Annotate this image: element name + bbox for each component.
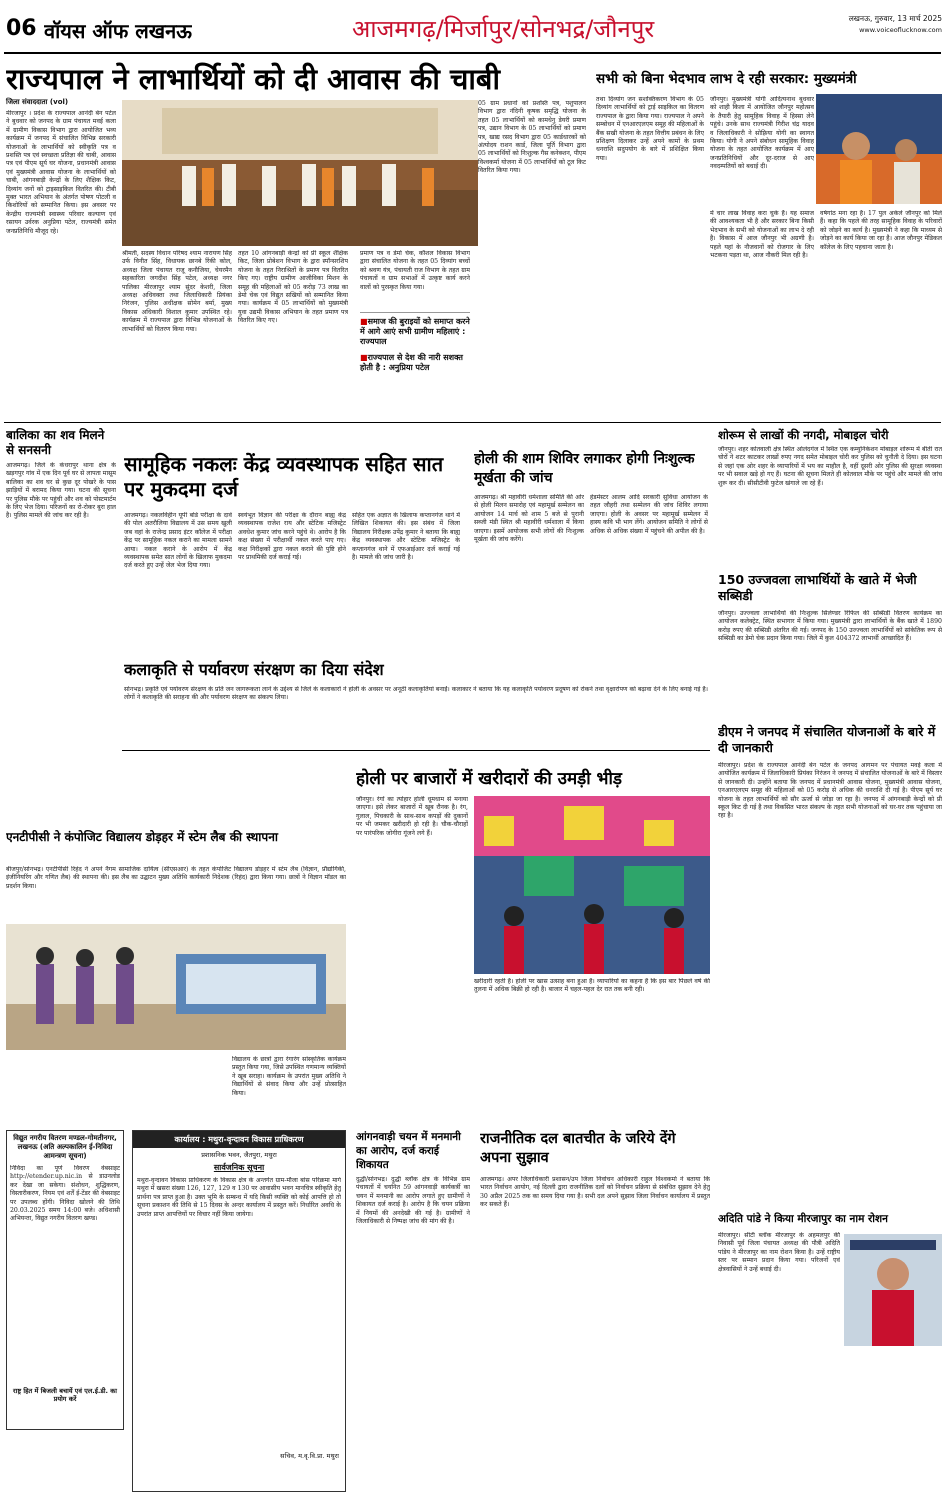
tender-box [6, 1130, 124, 1430]
lpg-body: जौनपुर। उज्ज्वला लाभार्थियों की निःशुल्क सिलेण्डर रिफिल की सब्सिडी वितरण कार्यक्रम का आयोजन कलेक्ट्रेट, स्थित सभागार में किया गया। मुख्यमंत्री द्वारा लाभार्थियों के बैंक खाते में 1890 करोड़ रुपए की सब्सिडी अंतरित की गई। जनपद के 150 उज्ज्वला लाभार्थियों को सांकेतिक रूप से सब्सिडी का डेमो चेक प्रदान किया गया। जिले में कुल 404372 लाभार्थी आच्छादित हैं। [718, 610, 942, 643]
mathura-office: कार्यालय : मथुरा-वृन्दावन विकास प्राधिकरण [133, 1131, 345, 1148]
nakal-col3: सहित एक अज्ञात के खिलाफ कप्तानगंज थाने में लिखित शिकायत की। इस संबंध में जिला विद्यालय निरीक्षक उपेंद्र कुमार ने बताया कि बाह्य केंद्र व्यवस्थापक और स्टेटिक मजिस्ट्रेट के कप्तानगंज थाने में एफआईआर दर्ज कराई गई है। मामले की जांच जारी है। [352, 512, 460, 562]
header-rule [4, 52, 941, 54]
ntpc-body2: विद्यालय के छात्रों द्वारा रंगारंग सांस्कृतिक कार्यक्रम प्रस्तुत किया गया, जिसे उपस्थित गणमान्य व्यक्तियों ने खूब सराहा। कार्यक्रम के उपरांत मुख्य अतिथि ने विद्यार्थियों से संवाद किया और उन्हें प्रोत्साहित किया। [232, 1056, 346, 1097]
market-col1: जौनपुर। रंगों का त्योहार होली धूमधाम से मनाया जाएगा। इसे लेकर बाजारों में खूब रौनक है। रंग, गुलाल, पिचकारी के साथ-साथ कपड़ों की दुकानों पर भी जमकर खरीदारी हो रही है। चौक-चौराहों पर पारंपरिक जोगीरा गूंजने लगे हैं। [356, 796, 468, 837]
lead-col2: श्रीमती, सदस्य विधान परिषद श्याम नारायण सिंह उर्फ विनीत सिंह, विधायक छानबे रिंकी कोल, अध्यक्ष जिला पंचायत राजू कनौजिया, चेयरमैन सहकारिता जगदीश सिंह पटेल, अध्यक्ष नगर पालिका मीरजापुर श्याम सुंदर केशरी, जिला अध्यक्ष अधिवक्ता तथा जिलाधिकारी प्रियंका निरंजन, पुलिस अधीक्षक सोमेन बर्मा, मुख्य विकास अधिकारी विशाल कुमार उपस्थित रहे। कार्यक्रम में राज्यपाल द्वारा विभिन्न योजनाओं के लाभार्थियों को वितरण किया गया। [122, 250, 232, 333]
dm-headline: डीएम ने जनपद में संचालित योजनाओं के बारे में दी जानकारी [718, 724, 936, 755]
governor-stage-photo [122, 100, 478, 246]
ntpc-headline: एनटीपीसी ने कंपोजिट विद्यालय डोड़हर में स्टेम लैब की स्थापना [6, 830, 278, 844]
kalakriti-headline: कलाकृति से पर्यावरण संरक्षण का दिया संदेश [124, 660, 384, 679]
lead-col4: 05 ग्राम प्रधानों को प्रशस्ति पत्र, पशुपालन विभाग द्वारा नंदिनी कृषक समृद्धि योजना के तहत 05 लाभार्थियों को कामधेनु डेयरी प्रमाण पत्र, उद्यान विभाग के 05 लाभार्थियों को प्रमाण पत्र, खाद्य रसद विभाग द्वारा 05 कार्डधारकों को अंत्योदय राशन कार्ड, जिला पूर्ति विभाग द्वारा 05 लाभार्थियों को निःशुल्क गैस कनेक्शन, पीएम विश्वकर्मा योजना में 05 लाभार्थियों को टूल किट वितरित किया गया। [478, 100, 586, 175]
market-headline: होली पर बाजारों में खरीदारों की उमड़ी भीड़ [356, 769, 622, 789]
cm-col4: वर्षगांठ मना रहा है। 17 पुल अकेले जौनपुर को मिले हैं। कहा कि पहले की तरह सामूहिक विवाह के परिवारों को जोड़ने का कार्य है। मुख्यमंत्री ने कहा कि माध्यम से जोड़ने का कार्य किया जा रहा है। आज जौनपुर मेडिकल कॉलेज के लिए पहचाना जाता है। [820, 210, 942, 251]
tender-footer: राष्ट्र हित में बिजली बचायें एवं एल.ई.डी. का प्रयोग करें [13, 1387, 117, 1403]
holicamp-col1: आजमगढ़। श्री महावीरी धर्मशाला समिति की ओर से होली मिलन समारोह एवं महामूर्ख सम्मेलन का आयोजन 14 मार्च को शाम 5 बजे से पुरानी सब्जी मंडी स्थित श्री महावीरी धर्मशाला में किया जाएगा। इसमें आयोजक सभी लोगों की निःशुल्क मूर्खता की जांच करेंगे। [474, 494, 584, 544]
rule-1 [4, 422, 941, 423]
lead-headline: राज्यपाल ने लाभार्थियों को दी आवास की चाबी [6, 62, 500, 96]
mathura-title: सार्वजनिक सूचना [213, 1163, 265, 1172]
nakal-col2: स्वयंभूत विज्ञान की परीक्षा के दौरान बाह्य केंद्र व्यवस्थापक राजेश राय और स्टेटिक मजिस्ट्रेट अवधेश कुमार जांच करने पहुंचे थे। आरोप है कि कक्ष संख्या में परीक्षार्थी नकल करते पाए गए। कक्ष निरीक्षकों द्वारा नकल कराने की पुष्टि होने पर प्राथमिकी दर्ज कराई गई। [238, 512, 346, 562]
lead-photo [122, 100, 478, 246]
lead-col5: प्रमाण पत्र व डेमो चेक, कौशल विकास विभाग द्वारा संचालित योजना के तहत 05 दिव्यांग बच्चों को श्रवण यंत्र, पंचायती राज विभाग के तहत ग्राम पंचायतों व ग्राम सभाओं में उत्कृष्ट कार्य करने वालों को पुरस्कृत किया गया। [360, 250, 470, 291]
rule-2 [122, 750, 710, 751]
cm-col1: तथा दिव्यांग जन सशक्तिकरण विभाग के 05 दिव्यांग लाभार्थियों को ट्राई साइकिल का वितरण राज्यपाल के द्वारा किया गया। राज्यपाल ने अपने सम्बोधन में एनआरएलएम समूह की महिलाओं के बैंक सखी योजना के तहत वित्तीय प्रबंधन के लिए प्रशिक्षण दिलाकर उन्हें अपने कामों के प्रथम धनराशि सदुपयोग के बारे में प्रशिक्षित किया गया। [596, 96, 704, 162]
ntpc-photo [6, 924, 346, 1050]
holicamp-headline: होली की शाम शिविर लगाकर होगी निःशुल्क मूर्खता की जांच [474, 451, 695, 486]
aditi-portrait-photo [844, 1234, 942, 1346]
masthead [6, 8, 340, 54]
showroom-headline: शोरूम से लाखों की नगदी, मोबाइल चोरी [718, 428, 889, 442]
lead-col3: तहत 10 आंगनबाड़ी केन्द्रों को प्री स्कूल शैक्षिक किट, जिला प्रोबेशन विभाग के द्वारा स्पॉन्सरशिप योजना के तहत निराश्रितों के प्रमाण पत्र वितरित किए गए। राष्ट्रीय ग्रामीण आजीविका मिशन के समूह की महिलाओं को 05 करोड़ 73 लाख का डेमो चेक एवं विद्युत सखियों को सम्मानित किया गया। कार्यक्रम में 05 लाभार्थियों को मुख्यमंत्री युवा उद्यमी विकास अभियान के तहत प्रमाण पत्र वितरित किए गए। [238, 250, 348, 325]
kalakriti-body: सोनभद्र। प्रकृति एवं पर्यावरण संरक्षण के प्रति जन जागरूकता लाने के उद्देश्य से जिले के कलाकारों ने होली के अवसर पर अनूठी कलाकृतियां बनाईं। कलाकार ने बताया कि यह कलाकृति पर्यावरण प्रदूषण को रोकने तथा वृक्षारोपण को बढ़ावा देने के लिए बनाई गई है। लोगों ने कलाकृति की सराहना की और पर्यावरण संरक्षण का संकल्प लिया। [124, 686, 708, 702]
dm-body: मीरजापुर। प्रदेश के राज्यपाल आनंदी बेन पटेल के जनपद आगमन पर पंचायत मवई कला में आयोजित कार्यक्रम में जिलाधिकारी प्रियंका निरंजन ने जनपद में संचालित योजनाओं के बारे में विस्तार से जानकारी दी। उन्होंने बताया कि जनपद में प्रधानमंत्री आवास योजना, मुख्यमंत्री आवास योजना, एनआरएलएम समूह की महिलाओं को 05 करोड़ से अधिक की धनराशि दी गई है। पीएम सूर्य घर योजना के तहत लाभार्थियों को सौर ऊर्जा से जोड़ा जा रहा है। जनपद में आंगनबाड़ी केन्द्रों को प्री स्कूल किट दी गई है तथा विकसित भारत संकल्प के तहत सभी योजनाओं को घर-घर तक पहुंचाया जा रहा है। [718, 762, 942, 820]
stem-lab-photo [6, 924, 346, 1050]
lead-col1: मीरजापुर । प्रदेश के राज्यपाल आनंदी बेन पटेल ने बुधवार को जनपद के ग्राम पंचायत मवई कला में ग्रामीण विकास विभाग द्वारा आयोजित भव्य कार्यक्रम में जनपद में संचालित विभिन्न सरकारी योजनाओं के लाभार्थियों को स्वीकृति पत्र व प्रशस्ति पत्र एवं स्वच्छता प्रतिज्ञा की चाबी, आवास पत्र एवं पीएम सूर्य घर योजना, प्रधानमंत्री आवास एवं मुख्यमंत्री आवास योजना के लाभार्थियों को चाबी, आंगनबाड़ी केन्द्रों के लिए शैक्षिक किट, दिव्यांग जनों को ट्राइसाइकिल वितरित की। टीबी मुक्त भारत अभियान के अंतर्गत पोषण पोटली व किशोरियों को सम्मानित किया। इस अवसर पर केन्द्रीय राज्यमंत्री स्वास्थ्य परिवार कल्याण एवं रसायन उर्वरक अनुप्रिया पटेल, राज्यमंत्री समेत जनप्रतिनिधि मौजूद रहे। [6, 110, 116, 235]
website: www.voiceoflucknow.com [859, 26, 942, 34]
balika-body: आजमगढ़। जिले के कंधरापुर थाना क्षेत्र के खड़गपुर गांव में एक दिन पूर्व घर से लापता मासूम बालिका का शव घर से कुछ दूर पोखरे के पास झाड़ियों में बरामद किया गया। घटना की सूचना पर पुलिस मौके पर पहुंची और शव को पोस्टमार्टम के लिए भेज दिया। परिजनों का रो-रोकर बुरा हाल है। पुलिस मामले की जांच कर रही है। [6, 462, 116, 520]
page-number: 06 [6, 16, 37, 41]
mathura-sub: प्रशासनिक भवन, जैतपुरा, मथुरा [201, 1151, 277, 1159]
pullquote-2: ■ राज्यपाल से देश की नारी सशक्त होती है : अनुप्रिया पटेल [360, 353, 470, 373]
showroom-body: जौनपुर। शहर कोतवाली क्षेत्र स्थित ओलंदगंज में स्थित एक कम्युनिकेशन मोबाइल शोरूम में बीती रात चोरों ने शटर काटकर लाखों रुपए नगद समेत मोबाइल चोरी कर पुलिस को चुनौती दे दिया। इस घटना से जहां एक ओर शहर के व्यापारियों में भय का माहौल है, वहीं दूसरी ओर पुलिस की सुरक्षा व्यवस्था पर भी सवाल खड़े हो गए हैं। घटना की सूचना मिलते ही कोतवाल मौके पर पहुंचे और मामले की जांच शुरू कर दी। सीसीटीवी फुटेज खंगाले जा रहे हैं। [718, 446, 942, 487]
cm-col3: में चार लाख विवाह करा चुके हैं। यह समाज की आवश्यकता भी है और सरकार बिना किसी भेदभाव के सभी को योजनाओं का लाभ दे रही है। विकास में आज जौनपुर भी अग्रणी है। पहले यहां के नौजवानों को रोजगार के लिए भटकना पड़ता था, आज नौकरी मिल रही है। [710, 210, 814, 260]
aditi-photo [844, 1234, 942, 1346]
market-photo [474, 796, 710, 974]
mathura-sign: सचिव, म.वृ.वि.प्रा. मथुरा [280, 1452, 339, 1460]
market-col2: खरीदारी रहती है। होली पर खास उत्साह बना हुआ है। व्यापारियों का कहना है कि इस बार पिछले वर्ष की तुलना में अधिक बिक्री हो रही है। बाजार में चहल-पहल देर रात तक बनी रही। [474, 978, 710, 994]
tender-headline: विद्युत नगरीय वितरण मण्डल-गोमतीनगर, लखनऊ (अति अल्पकालिन ई-निविदा आमन्त्रण सूचना) [13, 1134, 117, 1160]
dateline: लखनऊ, गुरुवार, 13 मार्च 2025 [848, 14, 942, 23]
cm-photo [816, 94, 942, 204]
ntpc-body: बीजपुर/सोनभद्र। एनटीपीसी रिहंद ने अपने नैगम सामाजिक दायित्व (सीएसआर) के तहत कंपोजिट विद्यालय डोड़हर में स्टेम लैब (विज्ञान, प्रौद्योगिकी, इंजीनियरिंग और गणित लैब) की स्थापना की। इस लैब का उद्घाटन मुख्य अतिथि कार्यकारी निदेशक (रिहंद) द्वारा किया गया। छात्रों ने विज्ञान मॉडल का प्रदर्शन किया। [6, 866, 346, 890]
cm-headline: सभी को बिना भेदभाव लाभ दे रही सरकार: मुख्यमंत्री [596, 71, 857, 87]
anganwadi-body: दुद्धी/सोनभद्र। दुद्धी ब्लॉक क्षेत्र के विभिन्न ग्राम पंचायतों में चयनित 59 आंगनवाड़ी कार्यकर्त्री का चयन में मनमानी का आरोप लगाते हुए ग्रामीणों ने शिकायत दर्ज कराई है। आरोप है कि चयन प्रक्रिया में नियमों की अनदेखी की गई है। ग्रामीणों ने जिलाधिकारी से निष्पक्ष जांच की मांग की है। [356, 1176, 470, 1226]
cm-col2: जौनपुर। मुख्यमंत्री योगी आदित्यनाथ बुधवार को शाही किला में आयोजित जौनपुर महोत्सव के तैयारी हेतु सामूहिक विवाह में हिस्सा लेने पहुंचे। उनके साथ राज्यमंत्री गिरीश चंद्र यादव व जिलाधिकारी ने सोफ़्रिया योगी का स्वागत किया। योगी ने अपने संबोधन सामूहिक विवाह योजना के तहत आयोजित कार्यक्रम में आए जनप्रतिनिधियों और दूर-दराज से आए नवदम्पतियों को बधाई दी। [710, 96, 814, 171]
nakal-headline: सामूहिक नकलः केंद्र व्यवस्थापक सहित सात पर मुकदमा दर्ज [124, 452, 444, 501]
chief-minister-photo [816, 94, 942, 204]
lead-byline: जिला संवाददाता (vol) [6, 98, 69, 106]
politics-headline: राजनीतिक दल बातचीत के जरिये देंगे अपना सुझाव [480, 1131, 676, 1166]
lead-pullquote [360, 312, 470, 422]
region-title: आजमगढ़/मिर्जापुर/सोनभद्र/जौनपुर [352, 15, 655, 43]
nakal-col1: आजमगढ़। नकलविहीन यूपी बोर्ड परीक्षा के दावे की पोल अतरौलिया विद्यालय में उस समय खुली जब वहां के राजेन्द्र प्रसाद इंटर कॉलेज में परीक्षा केंद्र पर सामूहिक नकल कराने का मामला सामने आया। नकल कराने के आरोप में केंद्र व्यवस्थापक समेत सात लोगों के खिलाफ मुकदमा दर्ज करते हुए उन्हें जेल भेज दिया गया। [124, 512, 232, 570]
balika-headline: बालिका का शव मिलने से सनसनी [6, 428, 105, 457]
politics-body: आजमगढ़। अपर जिलाधिकारी प्रशासन/उप जिला निर्वाचन अधिकारी राहुल विश्वकर्मा ने बताया कि भारत निर्वाचन आयोग, नई दिल्ली द्वारा राजनीतिक दलों को निर्वाचन प्रक्रिया से संबंधित सुझाव देने हेतु 30 अप्रैल 2025 तक का समय दिया गया है। सभी दल अपने सुझाव जिला निर्वाचन कार्यालय में प्रस्तुत कर सकते हैं। [480, 1176, 710, 1209]
aditi-body: मीरजापुर। सीटी ब्लॉक मीरजापुर के अहमलपुर की निवासी पूर्व जिला पंचायत अध्यक्ष की पौत्री अदिति पांडेय ने मीरजापुर का नाम रोशन किया है। उन्हें राष्ट्रीय स्तर पर सम्मान प्रदान किया गया। परिजनों एवं क्षेत्रवासियों ने उन्हें बधाई दी। [718, 1232, 840, 1273]
aditi-headline: अदिति पांडे ने किया मीरजापुर का नाम रोशन [718, 1213, 888, 1225]
mathura-notice [132, 1130, 346, 1492]
anganwadi-headline: आंगनवाड़ी चयन में मनमानी का आरोप, दर्ज कराई शिकायत [356, 1131, 461, 1171]
paper-name: वॉयस ऑफ लखनऊ [44, 19, 192, 43]
lpg-headline: 150 उज्जवला लाभार्थियों के खाते में भेजी सब्सिडी [718, 572, 917, 603]
holi-market-photo [474, 796, 710, 974]
pullquote-1: ■ समाज की बुराइयों को समाप्त करने में आगे आएं सभी ग्रामीण महिलाएं : राज्यपाल [360, 317, 470, 347]
mathura-body: मथुरा-वृन्दावन विकास प्राधिकरण के विकास क्षेत्र के अन्तर्गत ग्राम-मौजा बांस परिक्रमा मार्ग मथुरा में खसरा संख्या 126, 127, 129 व 130 पर आवासीय भवन मानचित्र स्वीकृति हेतु प्रार्थना पत्र प्राप्त हुआ है। उक्त भूमि के सम्बन्ध में यदि किसी व्यक्ति को कोई आपत्ति हो तो सूचना प्रकाशन की तिथि से 15 दिवस के अन्दर कार्यालय में प्रस्तुत करें। निर्धारित अवधि के उपरांत प्राप्त आपत्तियों पर विचार नहीं किया जायेगा। [137, 1177, 341, 1218]
holicamp-col2: हेडमेस्टर आलम आदि सरकारी सुविधा आयोजन के तहत जौहरी तथा सम्मेलन की जांच शिविर लगाया जाएगा। होली के अवसर पर महामूर्ख सम्मेलन में हास्य कवि भी भाग लेंगे। आयोजन समिति ने लोगों से अधिक से अधिक संख्या में पहुंचने की अपील की है। [590, 494, 708, 535]
tender-body: निविदा का पूर्ण विवरण वेबसाइट http://etender.up.nic.in से डाउनलोड कर देखा जा सकेगा। संशोधन, शुद्धिकरण, विस्तारीकरण, नियम एवं शर्तें ई-टेंडर की वेबसाइट पर उपलब्ध होंगी। निविदा खोलने की तिथि 20.03.2025 समय 14:00 बजे। अधिशासी अभियन्ता, विद्युत नगरीय वितरण खण्ड। [10, 1165, 120, 1223]
